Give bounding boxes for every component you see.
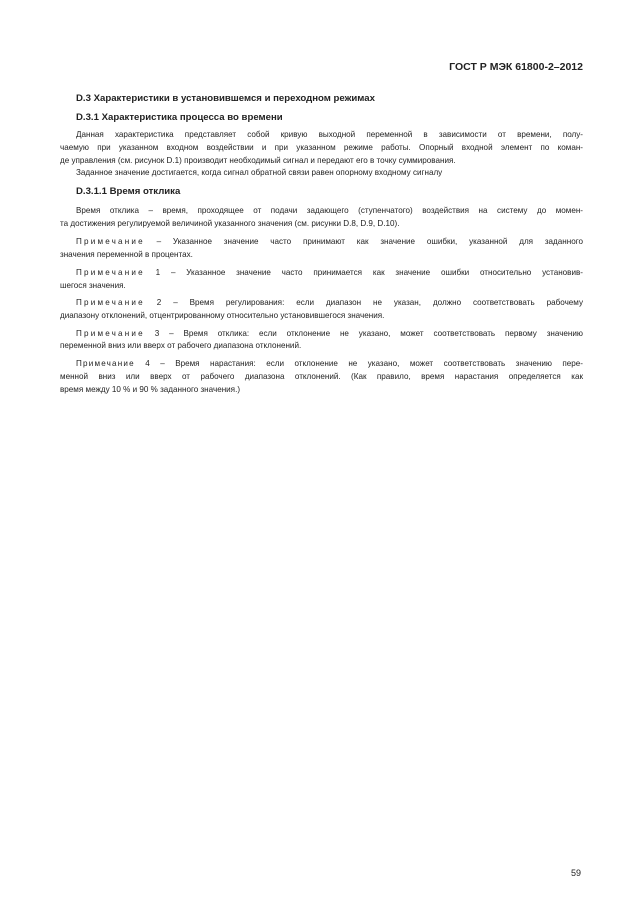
section-heading-d31: D.3.1 Характеристика процесса во времени: [76, 112, 283, 123]
note-line: время между 10 % и 90 % заданного значения.): [60, 385, 241, 394]
note-line: Примечание 4 – Время нарастания: если отклонение не указано, может соответствовать значению пере-: [76, 359, 583, 368]
paragraph-line: Время отклика – время, проходящее от подачи задающего (ступенчатого) воздействия на систему до момен-: [76, 206, 583, 215]
note-line: переменной вниз или вверх от рабочего диапазона отклонений.: [60, 341, 302, 350]
note-line: менной вниз или вверх от рабочего диапазона отклонений. (Как правило, время нарастания определяется как: [60, 372, 583, 381]
note-line: Примечание – Указанное значение часто принимают как значение ошибки, указанной для заданного: [76, 237, 583, 246]
note-label: Примечание: [76, 298, 145, 307]
note-line: Примечание 3 – Время отклика: если отклонение не указано, может соответствовать первому значению: [76, 329, 583, 338]
paragraph-line: Заданное значение достигается, когда сигнал обратной связи равен опорному входному сигналу: [76, 168, 443, 177]
document-header: ГОСТ Р МЭК 61800-2–2012: [449, 61, 583, 73]
note-line: Примечание 2 – Время регулирования: если диапазон не указан, должно соответствовать рабочему: [76, 298, 583, 307]
note-line: значения переменной в процентах.: [60, 250, 193, 259]
note-label: Примечание: [76, 359, 135, 368]
note-label: Примечание: [76, 237, 145, 246]
page-number: 59: [571, 868, 582, 878]
paragraph-line: де управления (см. рисунок D.1) производит необходимый сигнал и передают его в точку суммирования.: [60, 156, 456, 165]
paragraph-line: та достижения регулируемой величиной указанного значения (см. рисунки D.8, D.9, D.10).: [60, 219, 400, 228]
note-label: Примечание: [76, 329, 145, 338]
section-heading-d3: D.3 Характеристики в установившемся и переходном режимах: [76, 93, 375, 104]
paragraph-line: Данная характеристика представляет собой кривую выходной переменной в зависимости от времени, полу-: [76, 130, 583, 139]
note-line: Примечание 1 – Указанное значение часто принимается как значение ошибки относительно установив-: [76, 268, 583, 277]
note-line: диапазону отклонений, отцентрированному относительно установившегося значения.: [60, 311, 385, 320]
note-label: Примечание: [76, 268, 145, 277]
section-heading-d311: D.3.1.1 Время отклика: [76, 186, 181, 197]
note-line: шегося значения.: [60, 281, 126, 290]
paragraph-line: чаемую при указанном входном воздействии и при указанном режиме работы. Опорный входной элемент по коман-: [60, 143, 583, 152]
